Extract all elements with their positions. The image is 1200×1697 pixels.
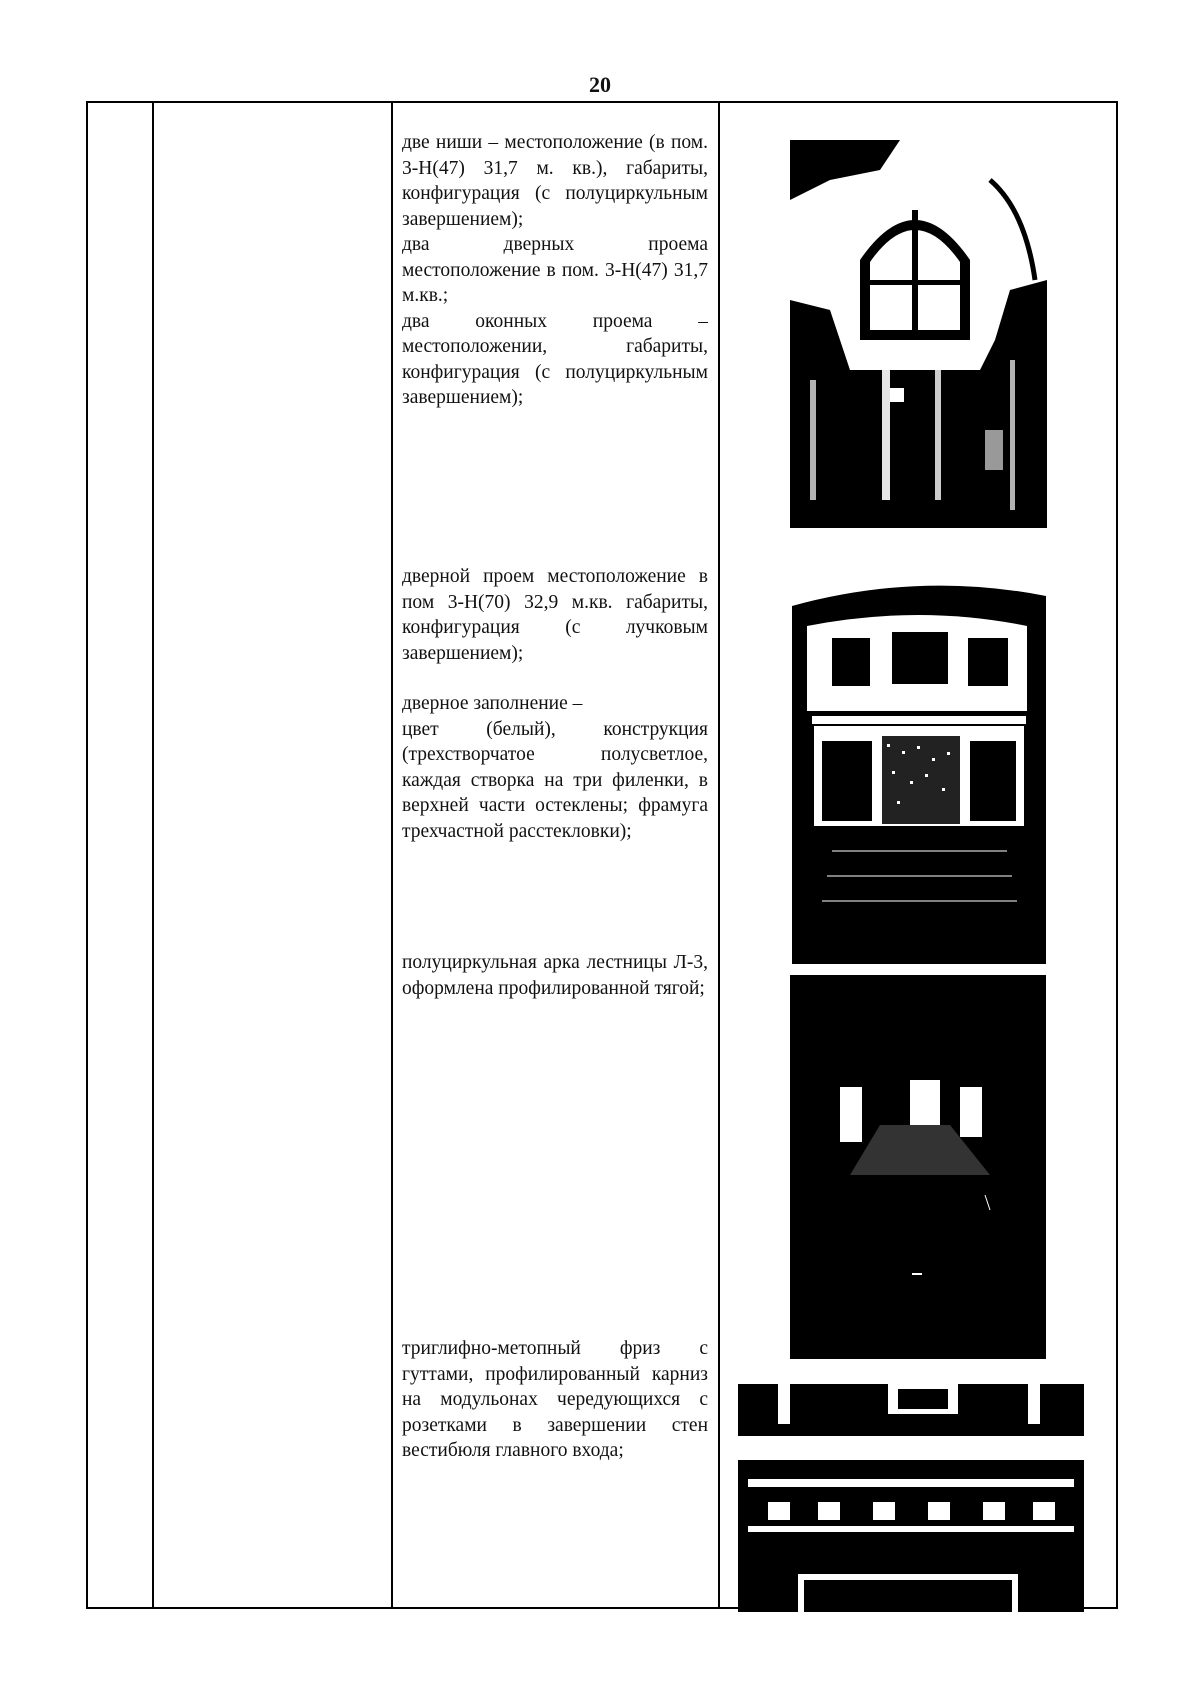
paragraph: два дверных проема местоположение в пом. 3-Н(47) 31,7 м.кв.; bbox=[402, 234, 708, 306]
arched-window-niche-photo bbox=[790, 140, 1047, 528]
column-divider-2 bbox=[391, 103, 393, 1607]
description-block-doorway bbox=[402, 564, 708, 844]
description-block-frieze bbox=[402, 1336, 708, 1464]
triple-door-photo bbox=[792, 576, 1046, 964]
paragraph: полуциркульная арка лестницы Л-3, оформлена профилированной тягой; bbox=[402, 952, 708, 999]
description-block-arch bbox=[402, 950, 708, 1001]
paragraph: дверной проем местоположение в пом 3-Н(70) 32,9 м.кв. габариты, конфигурация (с лучковым завершением); bbox=[402, 566, 708, 664]
column-divider-3 bbox=[718, 103, 720, 1607]
staircase-arch-photo bbox=[790, 975, 1046, 1359]
column-divider-1 bbox=[152, 103, 154, 1607]
description-block-niches bbox=[402, 130, 708, 411]
paragraph-spacer bbox=[402, 666, 708, 691]
paragraph: две ниши – местоположение (в пом. 3-Н(47) 31,7 м. кв.), габариты, конфигурация (с полуциркульным завершением); bbox=[402, 132, 708, 230]
paragraph: два оконных проема – местоположении, габариты, конфигурация (с полуциркульным завершением); bbox=[402, 310, 708, 408]
paragraph: дверное заполнение – bbox=[402, 693, 583, 714]
page-number: 20 bbox=[589, 72, 611, 97]
paragraph: триглифно-метопный фриз с гуттами, профилированный карниз на модульонах чередующихся с розетками в завершении стен вестибюля главного входа; bbox=[402, 1338, 708, 1461]
paragraph: цвет (белый), конструкция (трехстворчатое полусветлое, каждая створка на три филенки, в верхней части остеклены; фрамуга трехчастной расстекловки); bbox=[402, 718, 708, 842]
frieze-cornice-photo bbox=[738, 1384, 1084, 1612]
